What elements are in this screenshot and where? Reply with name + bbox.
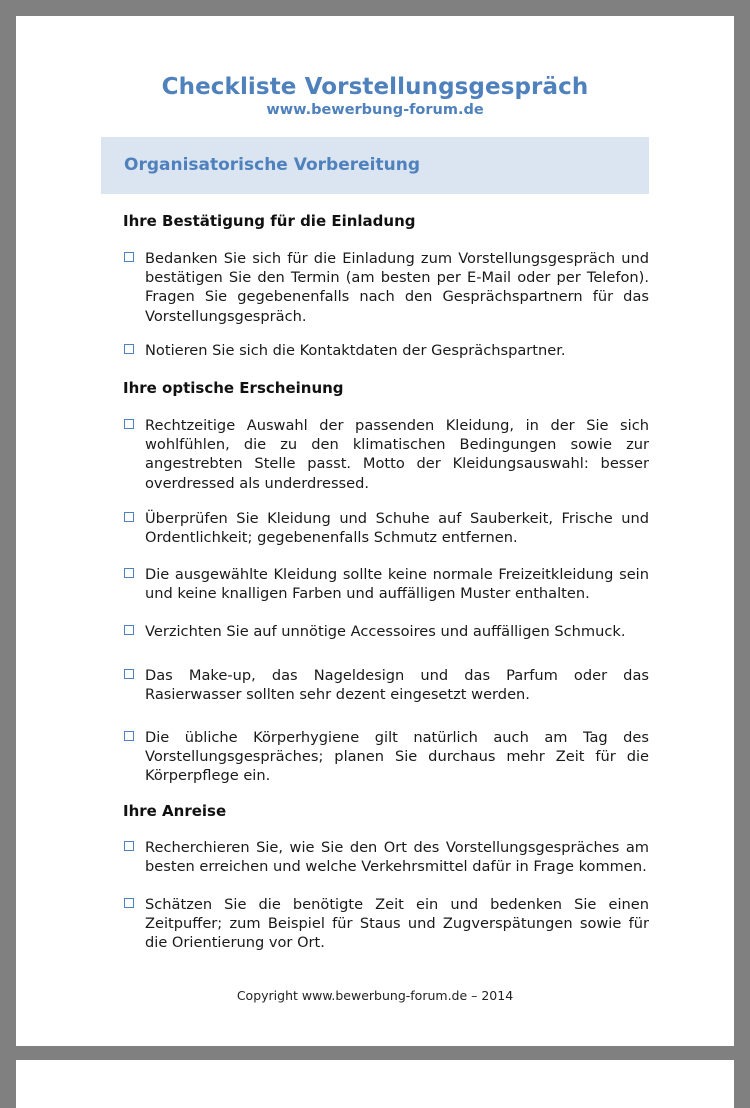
checkbox-icon[interactable]	[124, 625, 134, 635]
document-title: Checkliste Vorstellungsgespräch	[161, 74, 589, 100]
section-header-band	[101, 137, 649, 194]
checkbox-icon[interactable]	[124, 512, 134, 522]
checklist-item[interactable]	[123, 728, 649, 786]
checklist-item-text: Recherchieren Sie, wie Sie den Ort des Vorstellungsgespräches am besten erreichen und welche Verkehrsmittel dafür in Frage kommen.	[145, 839, 649, 876]
document-subtitle-url: www.bewerbung-forum.de	[266, 102, 484, 118]
document-page-2	[16, 1060, 734, 1108]
checklist-item[interactable]	[123, 622, 649, 641]
checklist-item[interactable]	[123, 838, 649, 876]
group-heading-erscheinung: Ihre optische Erscheinung	[123, 379, 344, 397]
checkbox-icon[interactable]	[124, 419, 134, 429]
checklist-item-text: Die übliche Körperhygiene gilt natürlich auch am Tag des Vorstellungsgespräches; planen Sie durchaus mehr Zeit für die Körperpflege ein.	[145, 729, 649, 785]
checkbox-icon[interactable]	[124, 898, 134, 908]
checklist-item[interactable]	[123, 895, 649, 953]
checklist-item-text: Das Make-up, das Nageldesign und das Parfum oder das Rasierwasser sollten sehr dezent eingesetzt werden.	[145, 667, 649, 704]
copyright-footer: Copyright www.bewerbung-forum.de – 2014	[236, 988, 514, 1003]
group-heading-bestaetigung: Ihre Bestätigung für die Einladung	[123, 212, 416, 230]
checklist-item[interactable]	[123, 249, 649, 326]
checklist-item[interactable]	[123, 666, 649, 704]
checkbox-icon[interactable]	[124, 252, 134, 262]
checklist-item-text: Die ausgewählte Kleidung sollte keine normale Freizeitkleidung sein und keine knalligen Farben und auffälligen Muster enthalten.	[145, 566, 649, 603]
document-page-1	[16, 16, 734, 1046]
checkbox-icon[interactable]	[124, 731, 134, 741]
checklist-item[interactable]	[123, 509, 649, 547]
checklist-item[interactable]	[123, 341, 649, 360]
checkbox-icon[interactable]	[124, 568, 134, 578]
checklist-item-text: Überprüfen Sie Kleidung und Schuhe auf Sauberkeit, Frische und Ordentlichkeit; gegebenenfalls Schmutz entfernen.	[145, 510, 649, 547]
group-heading-anreise: Ihre Anreise	[123, 802, 227, 820]
checklist-item-text: Bedanken Sie sich für die Einladung zum Vorstellungsgespräch und bestätigen Sie den Termin (am besten per E-Mail oder per Telefon). Fragen Sie gegebenenfalls nach den Gesprächspartnern für das Vorstellungsgespräch.	[145, 250, 649, 325]
checklist-item-text: Notieren Sie sich die Kontaktdaten der Gesprächspartner.	[145, 342, 566, 359]
checklist-item[interactable]	[123, 565, 649, 603]
checklist-item-text: Rechtzeitige Auswahl der passenden Kleidung, in der Sie sich wohlfühlen, die zu den klimatischen Bedingungen sowie zur angestrebten Stelle passt. Motto der Kleidungsauswahl: besser overdressed als underdressed.	[145, 417, 649, 492]
checklist-item-text: Schätzen Sie die benötigte Zeit ein und bedenken Sie einen Zeitpuffer; zum Beispiel für Staus und Zugverspätungen sowie für die Orientierung vor Ort.	[145, 896, 649, 952]
checklist-item[interactable]	[123, 416, 649, 493]
section-title: Organisatorische Vorbereitung	[124, 155, 420, 175]
checklist-item-text: Verzichten Sie auf unnötige Accessoires und auffälligen Schmuck.	[145, 623, 626, 640]
checkbox-icon[interactable]	[124, 669, 134, 679]
checkbox-icon[interactable]	[124, 841, 134, 851]
checkbox-icon[interactable]	[124, 344, 134, 354]
